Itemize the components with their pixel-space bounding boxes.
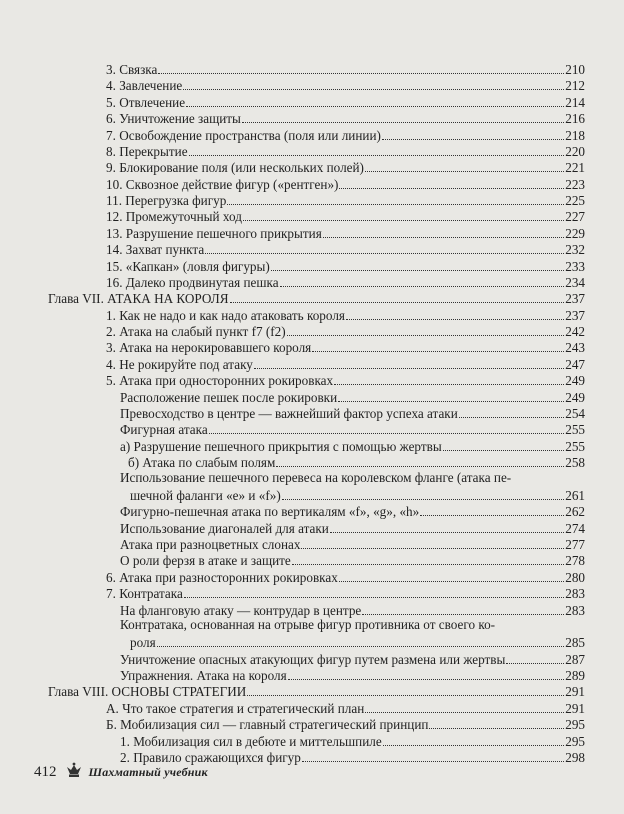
toc-entry bbox=[120, 388, 585, 405]
toc-entry-page: 262 bbox=[565, 504, 585, 519]
toc-entry-page: 237 bbox=[565, 308, 585, 323]
toc-entry-page: 243 bbox=[565, 340, 585, 355]
toc-entry bbox=[106, 93, 585, 110]
toc-entry-title: На фланговую атаку — контрудар в центре bbox=[120, 603, 362, 618]
toc-entry bbox=[130, 633, 585, 650]
toc-entry-title: Глава VII. АТАКА НА КОРОЛЯ bbox=[48, 291, 229, 306]
dot-leader bbox=[292, 564, 564, 565]
toc-entry-page: 212 bbox=[565, 78, 585, 93]
dot-leader bbox=[334, 384, 564, 385]
dot-leader bbox=[280, 286, 565, 287]
toc-entry-title: О роли ферзя в атаке и защите bbox=[120, 553, 291, 568]
toc-entry bbox=[106, 76, 585, 93]
dot-leader bbox=[339, 188, 564, 189]
dot-leader bbox=[459, 417, 564, 418]
dot-leader bbox=[346, 319, 564, 320]
toc-entry-page: 280 bbox=[565, 570, 585, 585]
dot-leader bbox=[382, 139, 564, 140]
chess-king-icon bbox=[65, 762, 83, 783]
toc-entry bbox=[120, 519, 585, 536]
toc-entry bbox=[106, 240, 585, 257]
toc-entry-title: а) Разрушение пешечного прикрытия с помощью жертвы bbox=[120, 439, 442, 454]
dot-leader bbox=[301, 548, 564, 549]
toc-entry-page: 291 bbox=[565, 684, 585, 699]
toc-entry-title: Атака при разноцветных слонах bbox=[120, 537, 301, 552]
toc-entry-title: Б. Мобилизация сил — главный стратегический принцип bbox=[106, 717, 429, 732]
toc-entry-title: 7. Освобождение пространства (поля или линии) bbox=[106, 128, 381, 143]
dot-leader bbox=[443, 450, 565, 451]
toc-entry bbox=[106, 126, 585, 143]
toc-entry-title: Использование пешечного перевеса на королевском фланге (атака пе- bbox=[120, 470, 512, 485]
toc-entry-title: А. Что такое стратегия и стратегический план bbox=[106, 701, 365, 716]
toc-entry-title: 3. Атака на нерокировавшего короля bbox=[106, 340, 312, 355]
toc-entry bbox=[106, 158, 585, 175]
toc-entry-title: 13. Разрушение пешечного прикрытия bbox=[106, 226, 322, 241]
dot-leader bbox=[186, 106, 564, 107]
dot-leader bbox=[158, 73, 564, 74]
toc-entry-title: 11. Перегрузка фигур bbox=[106, 193, 227, 208]
toc-entry-page: 210 bbox=[565, 62, 585, 77]
toc-entry bbox=[106, 257, 585, 274]
toc-entry-title: 2. Атака на слабый пункт f7 (f2) bbox=[106, 324, 286, 339]
toc-entry-title: шечной фаланги «е» и «f») bbox=[130, 488, 281, 503]
toc-entry bbox=[106, 306, 585, 323]
toc-entry bbox=[106, 338, 585, 355]
toc-entry-page: 242 bbox=[565, 324, 585, 339]
dot-leader bbox=[254, 368, 564, 369]
toc-entry-title: Расположение пешек после рокировки bbox=[120, 390, 338, 405]
toc-entry bbox=[106, 175, 585, 192]
toc-entry bbox=[120, 551, 585, 568]
toc-entry-page: 220 bbox=[565, 144, 585, 159]
toc-entry bbox=[120, 420, 585, 437]
dot-leader bbox=[339, 581, 564, 582]
toc-entry-title: роля bbox=[130, 635, 156, 650]
book-title: Шахматный учебник bbox=[88, 765, 208, 779]
dot-leader bbox=[184, 597, 564, 598]
toc-entry bbox=[128, 453, 585, 470]
toc-entry-title: 10. Сквозное действие фигур («рентген») bbox=[106, 177, 339, 192]
toc-entry bbox=[120, 404, 585, 421]
dot-leader bbox=[205, 253, 564, 254]
toc-entry-title: 9. Блокирование поля (или нескольких полей) bbox=[106, 160, 364, 175]
toc-entry bbox=[106, 207, 585, 224]
toc-entry-page: 232 bbox=[565, 242, 585, 257]
dot-leader bbox=[227, 204, 564, 205]
toc-entry-page: 229 bbox=[565, 226, 585, 241]
toc-entry-page: 258 bbox=[565, 455, 585, 470]
dot-leader bbox=[288, 679, 565, 680]
toc-entry-page: 254 bbox=[565, 406, 585, 421]
dot-leader bbox=[183, 89, 564, 90]
dot-leader bbox=[429, 728, 564, 729]
dot-leader bbox=[383, 745, 564, 746]
toc-entry-page: 295 bbox=[565, 717, 585, 732]
toc-entry-title: Контратака, основанная на отрыве фигур противника от своего ко- bbox=[120, 617, 496, 632]
toc-entry-title: Уничтожение опасных атакующих фигур путем размена или жертвы bbox=[120, 652, 506, 667]
toc-entry bbox=[106, 322, 585, 339]
dot-leader bbox=[312, 351, 564, 352]
toc-entry bbox=[120, 732, 585, 749]
dot-leader bbox=[420, 515, 564, 516]
dot-leader bbox=[209, 433, 565, 434]
toc-entry-title: 5. Отвлечение bbox=[106, 95, 186, 110]
toc-entry bbox=[130, 486, 585, 503]
toc-entry-title: 16. Далеко продвинутая пешка bbox=[106, 275, 279, 290]
toc-entry-page: 214 bbox=[565, 95, 585, 110]
toc-entry-title: 1. Как не надо и как надо атаковать короля bbox=[106, 308, 345, 323]
toc-entry-page: 255 bbox=[565, 439, 585, 454]
toc-entry bbox=[106, 142, 585, 159]
toc-entry-title: 5. Атака при односторонних рокировках bbox=[106, 373, 334, 388]
toc-entry-page: 295 bbox=[565, 734, 585, 749]
dot-leader bbox=[282, 499, 564, 500]
toc-entry-page: 227 bbox=[565, 209, 585, 224]
toc-entry-page: 216 bbox=[565, 111, 585, 126]
dot-leader bbox=[242, 122, 564, 123]
toc-entry-title: Фигурная атака bbox=[120, 422, 208, 437]
toc-entry-title: 2. Правило сражающихся фигур bbox=[120, 750, 301, 765]
toc-entry-title: 8. Перекрытие bbox=[106, 144, 188, 159]
dot-leader bbox=[276, 466, 564, 467]
toc-entry-page: 237 bbox=[565, 291, 585, 306]
toc-entry bbox=[106, 60, 585, 77]
toc-entry bbox=[48, 289, 585, 306]
dot-leader bbox=[365, 171, 564, 172]
toc-entry-page: 223 bbox=[565, 177, 585, 192]
page-footer bbox=[34, 762, 208, 783]
toc-entry bbox=[106, 584, 585, 601]
toc-entry-title: 7. Контратака bbox=[106, 586, 183, 601]
toc-entry-title: Глава VIII. ОСНОВЫ СТРАТЕГИИ bbox=[48, 684, 247, 699]
toc-entry-page: 261 bbox=[565, 488, 585, 503]
toc-entry-page: 289 bbox=[565, 668, 585, 683]
toc-entry bbox=[120, 617, 585, 634]
dot-leader bbox=[362, 614, 564, 615]
toc-entry-page: 277 bbox=[565, 537, 585, 552]
toc-entry-page: 283 bbox=[565, 603, 585, 618]
dot-leader bbox=[365, 712, 564, 713]
toc-entry bbox=[106, 699, 585, 716]
dot-leader bbox=[302, 761, 564, 762]
toc-entry-page: 234 bbox=[565, 275, 585, 290]
toc-entry bbox=[106, 191, 585, 208]
toc-entry bbox=[120, 666, 585, 683]
toc-entry-page: 283 bbox=[565, 586, 585, 601]
toc-entry bbox=[106, 109, 585, 126]
toc-entry-page: 287 bbox=[565, 652, 585, 667]
toc-entry-page: 218 bbox=[565, 128, 585, 143]
toc-entry-title: Использование диагоналей для атаки bbox=[120, 521, 329, 536]
toc-entry-title: 6. Уничтожение защиты bbox=[106, 111, 241, 126]
toc-entry bbox=[48, 682, 585, 699]
dot-leader bbox=[189, 155, 565, 156]
toc-entry-title: 3. Связка bbox=[106, 62, 158, 77]
toc-entry bbox=[120, 650, 585, 667]
dot-leader bbox=[243, 220, 564, 221]
toc-entry bbox=[120, 535, 585, 552]
toc-entry bbox=[106, 355, 585, 372]
toc-entry bbox=[120, 502, 585, 519]
toc-entry bbox=[120, 601, 585, 618]
dot-leader bbox=[230, 302, 565, 303]
dot-leader bbox=[287, 335, 565, 336]
toc-entry bbox=[120, 437, 585, 454]
toc-entry-page: 249 bbox=[565, 373, 585, 388]
toc-entry-page: 247 bbox=[565, 357, 585, 372]
dot-leader bbox=[506, 663, 564, 664]
toc-entry-title: 4. Завлечение bbox=[106, 78, 183, 93]
toc-entry-title: Упражнения. Атака на короля bbox=[120, 668, 287, 683]
toc-entry-page: 298 bbox=[565, 750, 585, 765]
toc-entry-title: б) Атака по слабым полям bbox=[128, 455, 276, 470]
toc-entry-page: 291 bbox=[565, 701, 585, 716]
dot-leader bbox=[323, 237, 564, 238]
toc-entry-page: 255 bbox=[565, 422, 585, 437]
dot-leader bbox=[271, 270, 564, 271]
toc-entry-page: 249 bbox=[565, 390, 585, 405]
toc-entry-title: 4. Не рокируйте под атаку bbox=[106, 357, 253, 372]
toc-entry-title: Фигурно-пешечная атака по вертикалям «f», «g», «h» bbox=[120, 504, 420, 519]
dot-leader bbox=[157, 646, 565, 647]
toc-entry-title: 15. «Капкан» (ловля фигуры) bbox=[106, 259, 270, 274]
toc-entry-title: 12. Промежуточный ход bbox=[106, 209, 242, 224]
toc-entry-page: 221 bbox=[565, 160, 585, 175]
toc-entry-title: 1. Мобилизация сил в дебюте и миттельшпиле bbox=[120, 734, 382, 749]
toc-entry bbox=[106, 371, 585, 388]
toc-entry bbox=[120, 470, 585, 487]
toc-entry-title: Превосходство в центре — важнейший фактор успеха атаки bbox=[120, 406, 458, 421]
toc-entry-title: 6. Атака при разносторонних рокировках bbox=[106, 570, 338, 585]
toc-entry-page: 285 bbox=[565, 635, 585, 650]
page-number: 412 bbox=[34, 764, 57, 780]
toc-entry-page: 278 bbox=[565, 553, 585, 568]
toc-entry-page: 274 bbox=[565, 521, 585, 536]
dot-leader bbox=[247, 695, 564, 696]
toc-entry-title: 14. Захват пункта bbox=[106, 242, 205, 257]
dot-leader bbox=[338, 401, 564, 402]
toc-entry bbox=[106, 224, 585, 241]
toc-entry-page: 233 bbox=[565, 259, 585, 274]
toc-entry-page: 225 bbox=[565, 193, 585, 208]
toc-entry bbox=[106, 568, 585, 585]
toc-entry bbox=[106, 715, 585, 732]
toc-entry bbox=[106, 273, 585, 290]
dot-leader bbox=[330, 532, 564, 533]
